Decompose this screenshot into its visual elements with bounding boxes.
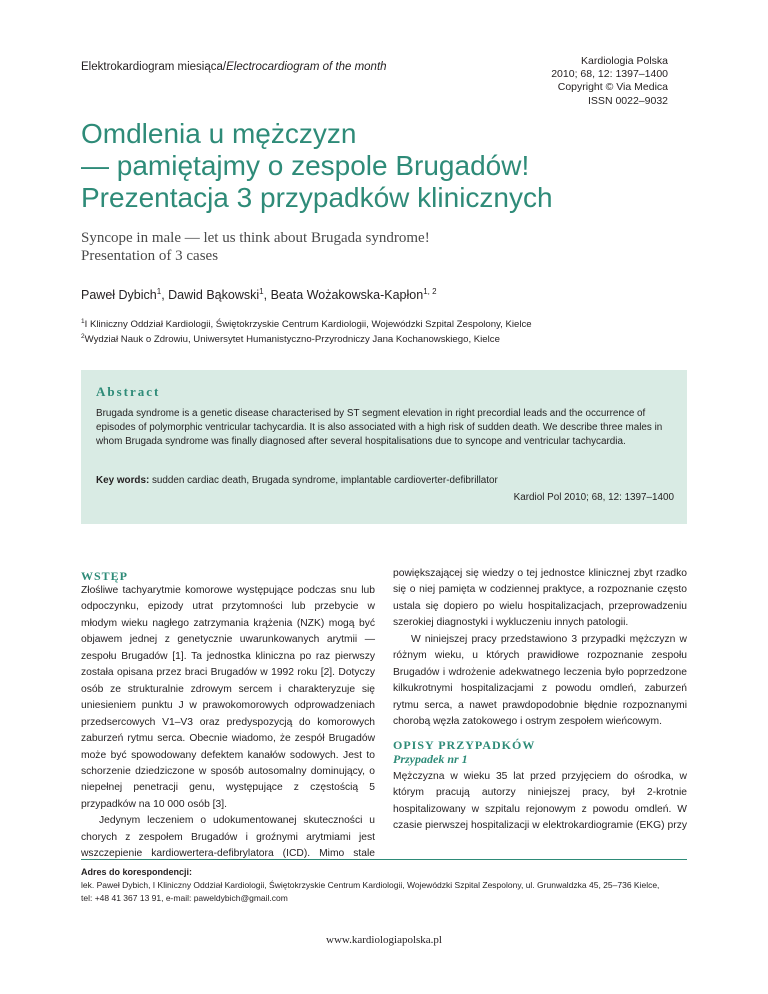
footer-url: www.kardiologiapolska.pl bbox=[326, 934, 442, 946]
divider bbox=[81, 859, 687, 860]
article-title bbox=[81, 118, 701, 214]
correspondence-line: lek. Paweł Dybich, I Kliniczny Oddział Kardiologii, Świętokrzyskie Centrum Kardiologii, Wojewódzki Szpital Zespolony, ul. Grunwaldzka 45, 25–736 Kielce, bbox=[81, 880, 660, 890]
right-column bbox=[393, 566, 687, 731]
affiliation-text: I Kliniczny Oddział Kardiologii, Świętokrzyskie Centrum Kardiologii, Wojewódzki Szpital Zespolony, Kielce bbox=[84, 319, 532, 330]
abstract-heading: Abstract bbox=[96, 384, 161, 399]
case-text bbox=[393, 769, 687, 835]
keywords bbox=[96, 474, 674, 488]
left-column bbox=[81, 583, 375, 863]
affiliation-text: Wydział Nauk o Zdrowiu, Uniwersytet Humanistyczno-Przyrodniczy Jana Kochanowskiego, Kielce bbox=[84, 334, 500, 345]
subtitle-line: Presentation of 3 cases bbox=[81, 248, 219, 264]
correspondence-line: tel: +48 41 367 13 91, e-mail: paweldybich@gmail.com bbox=[81, 892, 288, 903]
running-header-section bbox=[81, 61, 387, 73]
journal-name: Kardiologia Polska bbox=[581, 55, 668, 67]
paragraph: Złośliwe tachyarytmie komorowe występujące podczas snu lub odpoczynku, epizody utrat przytomności lub przebycie w młodym wieku nagłego zatrzymania krążenia (NZK) mogą być objawem jednej z genetycznie uwarunkowanych arytmii — zespołu Brugadów [1]. Ta jednostka kliniczna po raz pierwszy została opisana przez braci Brugadów w 1992 roku [2]. Dotyczy osób ze strukturalnie zdrowym sercem i charakteryzuje się uniesieniem punktu J w prawokomorowych odprowadzeniach przedsercowych V1–V3 oraz predyspozycją do komorowych zaburzeń rytmu serca. Obecnie wiadomo, że zespół Brugadów może być spowodowany defektem kanałów sodowych. Jest to schorzenie dziedziczone w sposób autosomalny dominujący, o niepełnej penetracji genu, występujące z częstością 5 przypadków na 10 000 osób [3]. bbox=[81, 585, 375, 810]
paragraph: W niniejszej pracy przedstawiono 3 przypadki mężczyzn w różnym wieku, u których prawidłowe rozpoznanie zespołu Brugadów i wdrożenie adekwatnego leczenia było poprzedzone kilkukrotnymi hospitalizacjami z powodu omdleń, zaburzeń rytmu serca, a nawet prawdopodobnie błędnie rozpoznanymi chorobą węzła zatokowego i ostrym zespołem wieńcowym. bbox=[393, 633, 687, 728]
case-heading: Przypadek nr 1 bbox=[393, 752, 468, 766]
section-label-pl: Elektrokardiogram miesiąca/ bbox=[81, 61, 227, 73]
author-name: Dawid Bąkowski bbox=[168, 288, 260, 302]
author-name: Beata Wożakowska-Kapłon bbox=[270, 288, 424, 302]
citation: Kardiol Pol 2010; 68, 12: 1397–1400 bbox=[513, 492, 674, 503]
paragraph: powiększającej się wiedzy o tej jednostce klinicznej zbyt rzadko się o niej pamięta w codziennej praktyce, a rozpoznanie często ustala się dopiero po wielu hospitalizacjach, przeprowadzeniu szerokiej diagnostyki i wykluczeniu innych patologii. bbox=[393, 568, 687, 629]
section-label-en: Electrocardiogram of the month bbox=[226, 61, 387, 73]
journal-copyright: Copyright © Via Medica bbox=[557, 81, 668, 94]
affiliation-number: 2 bbox=[81, 333, 85, 340]
title-line: — pamiętajmy o zespole Brugadów! bbox=[81, 150, 530, 181]
paragraph: Jedynym leczeniem o udokumentowanej skuteczności u chorych z zespołem Brugadów i groźnymi arytmiami jest wszczepienie kardiowertera-defibrylatora (ICD). Mimo stale bbox=[81, 815, 375, 860]
author-name: Paweł Dybich bbox=[81, 288, 157, 302]
title-line: Omdlenia u mężczyzn bbox=[81, 118, 357, 149]
paragraph: Mężczyzna w wieku 35 lat przed przyjęciem do ośrodka, w którym pracują autorzy niniejszej pracy, był 2-krotnie hospitalizowany w szpitalu rejonowym z powodu omdleń. W czasie pierwszej hospitalizacji w elektrokardiogramie (EKG) przy bbox=[393, 771, 687, 832]
article-subtitle bbox=[81, 229, 641, 265]
journal-issn: ISSN 0022–9032 bbox=[588, 94, 668, 107]
abstract-text: Brugada syndrome is a genetic disease characterised by ST segment elevation in right precordial leads and the occurrence of episodes of polymorphic ventricular tachycardia. It is also associated with a high risk of sudden death. We describe three males in whom Brugada syndrome was finally diagnosed after several hospitalisations due to syncope and ventricular tachycardia. bbox=[96, 408, 663, 447]
journal-info bbox=[448, 55, 668, 108]
keywords-label: Key words: bbox=[96, 475, 150, 486]
author-affil-ref: 1, 2 bbox=[423, 287, 437, 296]
affiliation bbox=[81, 333, 681, 345]
author-list: Paweł Dybich$^1$, Dawid Bąkowski$^1$, Beata Wożakowska-Kapłon$^{1, 2}$ bbox=[81, 287, 437, 302]
affiliation bbox=[81, 318, 681, 330]
author-affil-ref: 1 bbox=[156, 287, 162, 296]
affiliation-number: 1 bbox=[81, 318, 85, 325]
journal-volume: 2010; 68, 12: 1397–1400 bbox=[551, 68, 668, 81]
keywords-list: sudden cardiac death, Brugada syndrome, implantable cardioverter-defibrillator bbox=[149, 475, 498, 486]
section-heading-intro: WSTĘP bbox=[81, 569, 129, 583]
correspondence-text bbox=[81, 879, 691, 904]
section-heading-cases: OPISY PRZYPADKÓW bbox=[393, 738, 536, 752]
author-affil-ref: 1 bbox=[259, 287, 264, 296]
title-line: Prezentacja 3 przypadków klinicznych bbox=[81, 182, 553, 213]
correspondence-label: Adres do korespondencji: bbox=[81, 867, 193, 877]
subtitle-line: Syncope in male — let us think about Brugada syndrome! bbox=[81, 230, 430, 246]
